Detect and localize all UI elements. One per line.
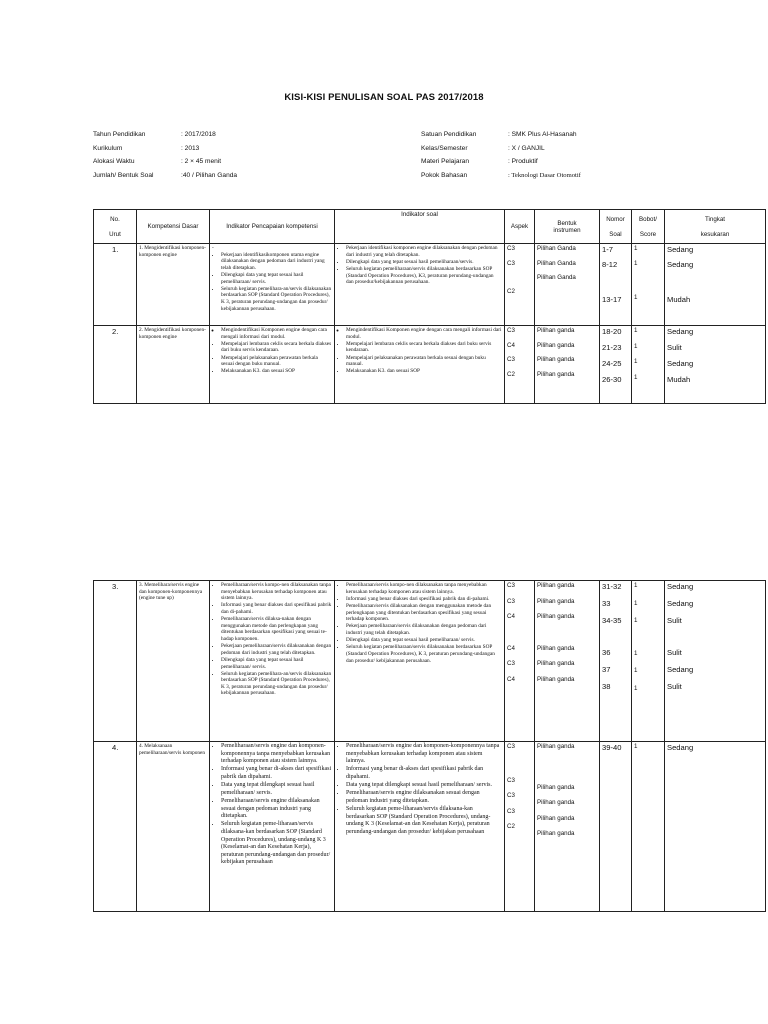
kompetensi-dasar: 2. Mengidentifikasi komponen-komponen engine — [137, 326, 210, 404]
info-value: : 2 × 45 menit — [181, 158, 222, 165]
tingkat-kesukaran: Sedang Sedang Mudah — [665, 244, 766, 326]
tingkat-kesukaran: Sedang Sulit Sedang Mudah — [665, 326, 766, 404]
info-left — [93, 128, 237, 182]
table-row — [94, 326, 766, 404]
col-header-no: No. Urut — [94, 210, 137, 244]
info-row — [421, 155, 581, 169]
indikator-pk: • Pemeliharaan/servis engine dan komponen-komponennya tanpa menyebabkan kerusakan terhadap komponen atau sistem lainnya. • Informasi yang benar di-akses dari spesifikasi pabrik dan dipahami. • Data yang tepat dilengkapi sesuai hasil pemeliharaan/ servis. • Pemeliharaan/servis engine dilaksanakan sesuai dengan pedoman industri yang ditetapkan. • Seluruh kegiatan peme-liharaan/servis dilaksana-kan berdasarkan SOP (Standard Operation Procedures), undang-undang K 3 (Keselamat-an dan Kesehatan Kerja), peraturan perundang-undangan dan prosedur/ kebijakan perusahaan — [210, 742, 335, 912]
col-header-tingkat: Tingkat kesukaran — [665, 210, 766, 244]
aspek: C3 C3 C3 C3 C2 — [505, 742, 535, 912]
bobot: 1 1 1 1 — [632, 326, 665, 404]
info-label: Materi Pelajaran — [421, 158, 470, 165]
tingkat-kesukaran: Sedang Sedang Sulit Sulit Sedang Sulit — [665, 581, 766, 742]
aspek: C3 C4 C3 C2 — [505, 326, 535, 404]
info-label: Pokok Bahasan — [421, 171, 468, 179]
table-row — [94, 742, 766, 912]
indikator-soal: • Pemeliharaan/servis engine dan komponen-komponennya tanpa menyebabkan kerusakan terhadap komponen atau sistem lainnya. • Informasi yang benar di-akses dari spesifikasi pabrik dan dipahami. • Data yang tepat dilengkapi sesuai hasil pemeliharaan/ servis. • Pemeliharaan/servis engine dilaksanakan sesuai dengan pedoman industri yang ditetapkan. • Seluruh kegiatan peme-liharaan/servis dilaksana-kan berdasarkan SOP (Standard Operation Procedures), undang-undang K 3 (Keselamat-an dan Kesehatan Kerja), peraturan perundang-undangan dan prosedur/ kebijakan perusahaan — [335, 742, 505, 912]
col-header-kompetensi: Kompetensi Dasar — [137, 210, 210, 244]
info-value: : 2017/2018 — [181, 131, 216, 138]
bentuk-instrumen: Pilihan ganda Pilihan ganda Pilihan ganda Pilihan ganda Pilihan ganda Pilihan ganda — [535, 581, 600, 742]
row-number: 2. — [94, 326, 137, 404]
nomor-soal: 39-40 — [600, 742, 632, 912]
info-value: : 2013 — [181, 144, 200, 152]
info-row — [421, 169, 581, 183]
info-row — [93, 169, 237, 183]
info-value: : Teknologi Dasar Otomotif — [508, 171, 581, 179]
info-row — [93, 128, 237, 142]
col-header-bobot: Bobot/ Score — [632, 210, 665, 244]
col-header-aspek: Aspek — [505, 210, 535, 244]
col-header-nomor: Nomor Soal — [600, 210, 632, 244]
indikator-pk: ◦ Mengindentifikasi Komponen engine dengan cara mengali informasi dari modul. • Mempelajari lembaran ceklis secara berkala diakses dari buku servis kendaraan. • Mempelajari pelaksanakan perawatan berkala sesuai dengan buku manual. • Melaksanakan K3. dan sesuai SOP — [210, 326, 335, 404]
aspek: C3 C3 C2 — [505, 244, 535, 326]
info-value: : X / GANJIL — [508, 144, 545, 152]
info-label: Kurikulum — [93, 144, 123, 152]
col-header-bentuk: Bentuk instrumen — [535, 210, 600, 244]
info-row — [93, 155, 237, 169]
kisi-table-top — [93, 209, 766, 404]
table-row — [94, 581, 766, 742]
nomor-soal: 31-32 33 34-35 36 37 38 — [600, 581, 632, 742]
table-row — [94, 244, 766, 326]
tingkat-kesukaran: Sedang — [665, 742, 766, 912]
header-row — [94, 210, 766, 244]
bobot: 1 — [632, 742, 665, 912]
row-number: 1. — [94, 244, 137, 326]
bentuk-instrumen: Pilihan ganda Pilihan ganda Pilihan ganda Pilihan ganda Pilihan ganda — [535, 742, 600, 912]
bentuk-instrumen: Pilihan ganda Pilihan ganda Pilihan ganda Pilihan ganda — [535, 326, 600, 404]
page-title: KISI-KISI PENULISAN SOAL PAS 2017/2018 — [284, 92, 484, 103]
aspek: C3 C3 C4 C4 C3 C4 — [505, 581, 535, 742]
info-label: Kelas/Semester — [421, 144, 468, 152]
row-number: 3. — [94, 581, 137, 742]
info-value: :40 / Pilihan Ganda — [181, 171, 238, 179]
nomor-soal: 1-7 8-12 13-17 — [600, 244, 632, 326]
kompetensi-dasar: 1. Mengidentifikasi komponen-komponen engine — [137, 244, 210, 326]
info-label: Jumlah/ Bentuk Soal — [93, 171, 154, 179]
nomor-soal: 18-20 21-23 24-25 26-30 — [600, 326, 632, 404]
info-row — [93, 142, 237, 156]
info-label: Tahun Pendidikan — [93, 131, 146, 138]
col-header-indikator-pk: Indikator Pencapaian kompetensi — [210, 210, 335, 244]
info-right — [421, 128, 581, 182]
bentuk-instrumen: Pilihan Ganda Pilihan Ganda Pilihan Ganda — [535, 244, 600, 326]
bobot: 1 1 1 — [632, 244, 665, 326]
col-header-indikator-soal: Indikator soal — [335, 210, 505, 244]
indikator-pk: - • Pekerjaan identifikasikomponen utama engine dilaksanakan dengan pedoman dari industri yang telah ditetapkan. • Dilengkapi data yang tepat sesuai hasil pemeliharaan/ servis. • Seluruh kegiatan pemelihara-an/servis dilaksanakan berdasarkan SOP (Standard Operation Procedures), K 3, peraturan perundang-undangan dan prosedur/ kebijakannan perusahaan. — [210, 244, 335, 326]
info-label: Alokasi Waktu — [93, 158, 135, 165]
row-number: 4. — [94, 742, 137, 912]
info-value: : Produktif — [508, 158, 538, 165]
info-value: : SMK Plus Al-Hasanah — [508, 131, 577, 138]
info-row — [421, 128, 581, 142]
kompetensi-dasar: 3. Memelihara/servis engine dan komponen-komponennya (engine tune up) — [137, 581, 210, 742]
kompetensi-dasar: 4. Melaksanaan pemeliharaan/servis komponen — [137, 742, 210, 912]
info-row — [421, 142, 581, 156]
indikator-soal: ◦ Mengindentifikasi Komponen engine dengan cara mengali informasi dari modul. • Mempelajari lembaran ceklis secara berkala diakses dari buku servis kendaraan. • Mempelajari pelaksanakan perawatan berkala sesuai dengan buku manual. • Melaksanakan K3. dan sesuai SOP — [335, 326, 505, 404]
indikator-soal: • Pekerjaan identifikasi komponen engine dilaksanakan dengan pedoman dari industri yang telah ditetapkan. • Dilengkapi data yang tepat sesuai hasil pemeliharaan/servis. • Seluruh kegiatan pemeliharaan/servis dilaksanakan berdasarkan SOP (Standard Operation Procedures), K3, peraturan perundang-undangan dan prosedur/kebijakannan perusahaan. — [335, 244, 505, 326]
bobot: 1 1 1 1 1 1 — [632, 581, 665, 742]
info-label: Satuan Pendidikan — [421, 131, 477, 138]
indikator-soal: • Pemeliharaan/servis kompo-nen dilaksanakan tanpa menyebabkan kerusakan terhadap komponen atau sistem lainnya. • Informasi yang benar diakses dari spesifikasi pabrik dan di-pahami. • Pemeliharaan/servis dilaksanakan dengan menggunakan metode dan perlengkapan yang ditentukan berdasarkan spesifikasi yang sesuai terhadap komponen. • Pekerjaan pemeliharaan/servis dilaksanakan dengan pedoman dari industri yang telah ditetapkan. • Dilengkapi data yang tepat sesuai hasil pemeliharaan/ servis. • Seluruh kegiatan pemeliharaan/servis dilaksanakan berdasarkan SOP (Standard Operation Procedures), K 3, peraturan perundang-undangan dan prosedur/ kebijakannan perusahaan. — [335, 581, 505, 742]
kisi-table-bottom — [93, 580, 766, 912]
indikator-pk: • Pemeliharaan/servis kompo-nen dilaksanakan tanpa menyebabkan kerusakan terhadap komponen atau sistem lainnya. • Informasi yang benar diakses dari spesifikasi pabrik dan di-pahami. • Pemeliharaan/servis dilaksa-nakan dengan menggunakan metode dan perlengkapan yang ditentukan berdasarkan spesifikasi yang sesuai te-hadap komponen. • Pekerjaan pemeliharaan/servis dilaksanakan dengan pedoman dari industri yang telah ditetapkan. • Dilengkapi data yang tepat sesuai hasil pemeliharaan/ servis. • Seluruh kegiatan pemelihara-an/servis dilaksanakan berdasarkan SOP (Standard Operation Procedures), K 3, peraturan perundang-undangan dan prosedur/ kebijakannan perusahaan. — [210, 581, 335, 742]
